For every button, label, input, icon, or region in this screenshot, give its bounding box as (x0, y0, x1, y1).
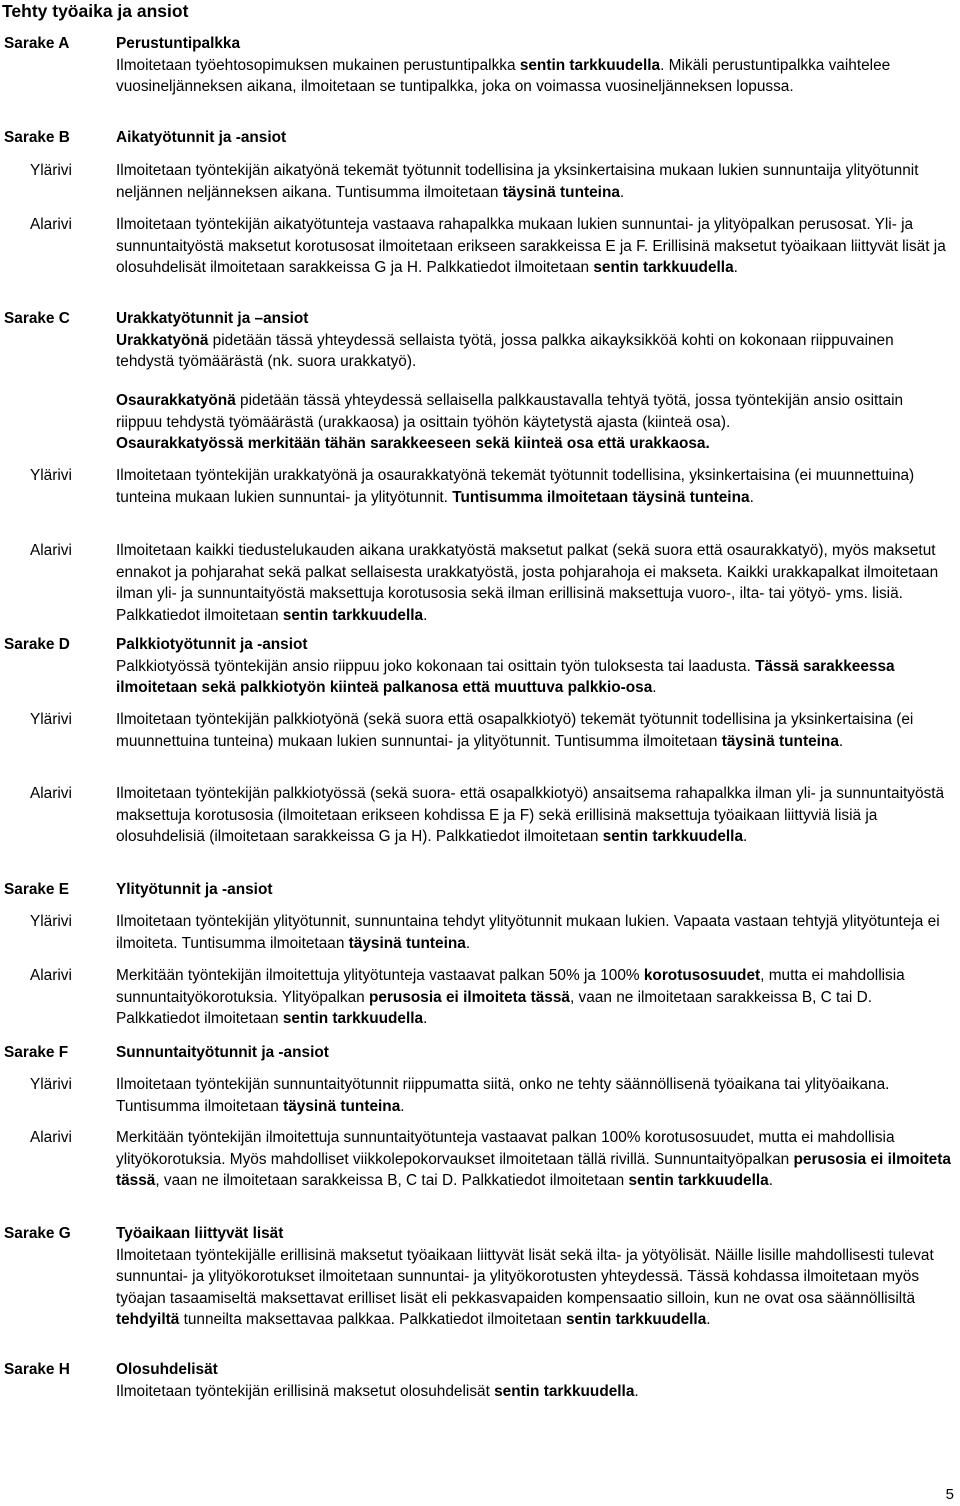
text-c-alarivi: Ilmoitetaan kaikki tiedustelukauden aikana urakkatyöstä maksetut palkat (sekä suora että osaurakkatyö), myös maksetut ennakot ja pohjarahat sekä palkat sellaisesta urakkatyöstä, josta pohjarahoja ei makseta. Kaikki urakkapalkat ilmoitetaan ilman yli- ja sunnuntaityöstä maksettuja korotusosia sekä ilman erillisinä maksettuja vuoro-, ilta- tai yötyö- yms. lisiä. Palkkatiedot ilmoitetaan sentin tarkkuudella. (116, 542, 939, 624)
page-title: Tehty työaika ja ansiot (2, 1, 189, 21)
heading-urakkatyotunnit: Urakkatyötunnit ja –ansiot (116, 310, 309, 327)
label-ylarivi-b: Ylärivi (30, 162, 72, 179)
block-sarake-g: Työaikaan liittyvät lisät Ilmoitetaan työntekijälle erillisinä maksetut työaikaan liittyvät lisät sekä ilta- ja yötyölisät. Näille lisille mahdollisesti tulevat sunnuntai- ja ylityökorotukset ilmoitetaan sunnuntai- ja ylityökorotusten yhteydessä. Tässä kohdassa ilmoitetaan myös työajan tasaamiseltä maksettavat erilliset lisät eli pekkasvapaiden kompensaatio silloin, kun ne ovat osa säännöllisiltä tehdyiltä tunneilta maksettavaa palkkaa. Palkkatiedot ilmoitetaan sentin tarkkuudella. (116, 1223, 952, 1331)
label-ylarivi-c: Ylärivi (30, 467, 72, 484)
heading-perustuntipalkka: Perustuntipalkka (116, 35, 241, 52)
text-e-ylarivi: Ilmoitetaan työntekijän ylityötunnit, sunnuntaina tehdyt ylityötunnit mukaan lukien. Vapaata vastaan tehtyjä ylityötunteja ei ilmoiteta. Tuntisumma ilmoitetaan täysinä tunteina. (116, 913, 940, 952)
heading-palkkiotyotunnit: Palkkiotyötunnit ja -ansiot (116, 636, 308, 653)
label-sarake-b: Sarake B (4, 129, 70, 146)
block-sarake-c: Urakkatyötunnit ja –ansiot Urakkatyönä pidetään tässä yhteydessä sellaista työtä, jossa palkka aikayksikköä kohti on kokonaan riippuvainen tehdystä työmäärästä (nk. suora urakkatyö). (116, 308, 952, 373)
label-sarake-e: Sarake E (4, 881, 70, 898)
label-sarake-h: Sarake H (4, 1361, 70, 1378)
label-sarake-g: Sarake G (4, 1225, 71, 1242)
text-b-ylarivi: Ilmoitetaan työntekijän aikatyönä tekemät työtunnit todellisina ja yksinkertaisina mukaan lukien sunnuntaija ylityötunnit neljännen neljänneksen aikana. Tuntisumma ilmoitetaan täysinä tunteina. (116, 162, 919, 201)
page-number: 5 (945, 1486, 954, 1503)
text-a-2: . Mikäli perustuntipalkka vaihtelee vuosineljänneksen aikana, ilmoitetaan se tuntipalkka, joka on voimassa vuosineljänneksen lopussa. (116, 56, 891, 95)
text-b-alarivi: Ilmoitetaan työntekijän aikatyötunteja vastaava rahapalkka mukaan lukien sunnuntai- ja ylityöpalkan perusosat. Yli- ja sunnuntaityöstä maksetut korotusosat ilmoitetaan erikseen sarakkeissa E ja F. Erillisinä maksetut työaikaan liittyvät lisät ja olosuhdelisät ilmoitetaan sarakkeissa G ja H. Palkkatiedot ilmoitetaan sentin tarkkuudella. (116, 216, 946, 276)
heading-ylityotunnit: Ylityötunnit ja -ansiot (116, 881, 273, 898)
text-c-osaurakka: Osaurakkatyönä pidetään tässä yhteydessä sellaisella palkkaustavalla tehtyä työtä, jossa työntekijän ansio osittain riippuu tehdystä työmäärästä (urakkaosa) ja osittain työhön käytetystä ajasta (kiinteä osa). Osaurakkatyössä merkitään tähän sarakkeeseen sekä kiinteä osa että urakkaosa. (116, 392, 904, 452)
text-f-ylarivi: Ilmoitetaan työntekijän sunnuntaityötunnit riippumatta siitä, onko ne tehty säännöllisenä työaikana tai ylityöaikana. Tuntisumma ilmoitetaan täysinä tunteina. (116, 1076, 890, 1115)
text-e-alarivi: Merkitään työntekijän ilmoitettuja ylityötunteja vastaavat palkan 50% ja 100% korotusosuudet, mutta ei mahdollisia sunnuntaityökorotuksia. Ylityöpalkan perusosia ei ilmoiteta tässä, vaan ne ilmoitetaan sarakkeissa B, C tai D. Palkkatiedot ilmoitetaan sentin tarkkuudella. (116, 967, 905, 1027)
label-alarivi-f: Alarivi (30, 1129, 72, 1146)
text-d-alarivi: Ilmoitetaan työntekijän palkkiotyössä (sekä suora- että osapalkkiotyö) ansaitsema rahapalkka ilman yli- ja sunnuntaityöstä maksettuja korotusosia (ilmoitetaan erikseen kohdissa E ja F) sekä erillisinä maksettuja työaikaan liittyviä lisiä ja olosuhdelisiä (ilmoitetaan sarakkeissa G ja H). Palkkatiedot ilmoitetaan sentin tarkkuudella. (116, 785, 945, 845)
label-sarake-a: Sarake A (4, 35, 70, 52)
label-alarivi-c: Alarivi (30, 542, 72, 559)
label-sarake-d: Sarake D (4, 636, 70, 653)
label-alarivi-b: Alarivi (30, 216, 72, 233)
text-a-1: Ilmoitetaan työehtosopimuksen mukainen perustuntipalkka (116, 56, 520, 74)
block-sarake-h: Olosuhdelisät Ilmoitetaan työntekijän erillisinä maksetut olosuhdelisät sentin tarkkuudella. (116, 1359, 952, 1402)
heading-olosuhdelisat: Olosuhdelisät (116, 1361, 218, 1378)
label-sarake-c: Sarake C (4, 310, 70, 327)
heading-aikatyotunnit: Aikatyötunnit ja -ansiot (116, 129, 287, 146)
text-c-ylarivi: Ilmoitetaan työntekijän urakkatyönä ja osaurakkatyönä tekemät työtunnit todellisina, yksinkertaisina (ei muunnettuina) tunteina mukaan lukien sunnuntai- ja ylityötunnit. Tuntisumma ilmoitetaan täysinä tunteina. (116, 467, 915, 506)
label-ylarivi-f: Ylärivi (30, 1076, 72, 1093)
heading-tyoaikaan-liittyvat-lisat: Työaikaan liittyvät lisät (116, 1225, 284, 1242)
block-sarake-d: Palkkiotyötunnit ja -ansiot Palkkiotyössä työntekijän ansio riippuu joko kokonaan tai osittain työn tuloksesta tai laadusta. Tässä sarakkeessa ilmoitetaan sekä palkkiotyön kiinteä palkanosa että muuttuva palkkio-osa. (116, 634, 952, 699)
heading-sunnuntaityotunnit: Sunnuntaityötunnit ja -ansiot (116, 1044, 329, 1061)
label-sarake-f: Sarake F (4, 1044, 69, 1061)
label-ylarivi-e: Ylärivi (30, 913, 72, 930)
block-sarake-a (116, 33, 952, 98)
text-f-alarivi: Merkitään työntekijän ilmoitettuja sunnuntaityötunteja vastaavat palkan 100% korotusosuudet, mutta ei mahdollisia ylityökorotuksia. Myös mahdolliset viikkolepokorvaukset ilmoitetaan tällä rivillä. Sunnuntaityöpalkan perusosia ei ilmoiteta tässä, vaan ne ilmoitetaan sarakkeissa B, C tai D. Palkkatiedot ilmoitetaan sentin tarkkuudella. (116, 1129, 951, 1189)
label-alarivi-d: Alarivi (30, 785, 72, 802)
label-alarivi-e: Alarivi (30, 967, 72, 984)
text-d-ylarivi: Ilmoitetaan työntekijän palkkiotyönä (sekä suora että osapalkkiotyö) tekemät työtunnit todellisina ja yksinkertaisina (ei muunnettuina tunteina) mukaan lukien sunnuntai- ja ylityötunnit. Tuntisumma ilmoitetaan täysinä tunteina. (116, 711, 914, 750)
label-ylarivi-d: Ylärivi (30, 711, 72, 728)
text-a-bold: sentin tarkkuudella (519, 56, 661, 74)
